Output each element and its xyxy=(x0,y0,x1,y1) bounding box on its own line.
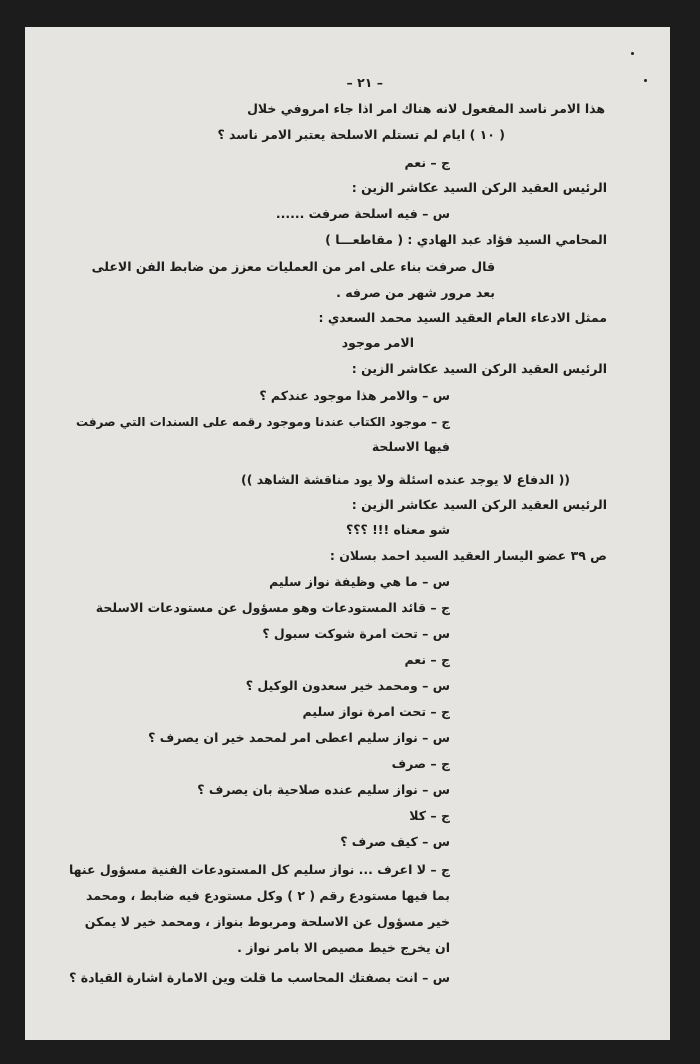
text-line: ان يخرج خيط مصيص الا بامر نواز . xyxy=(237,940,450,955)
text-line: س – نواز سليم عنده صلاحية بان يصرف ؟ xyxy=(197,782,450,797)
speaker-heading: ص ٣٩ عضو اليسار العقيد السيد احمد بسلان : xyxy=(329,548,607,563)
corner-mark xyxy=(644,79,647,82)
text-line: فيها الاسلحة xyxy=(371,439,450,454)
speaker-heading: الرئيس العقيد الركن السيد عكاشر الزين : xyxy=(351,180,607,195)
defense-note: (( الدفاع لا يوجد عنده اسئلة ولا يود مناقشة الشاهد )) xyxy=(241,472,570,487)
text-line: س – انت بصفتك المحاسب ما قلت وين الامارة اشارة القيادة ؟ xyxy=(69,970,450,985)
text-line: ج – نعم xyxy=(404,652,450,667)
text-line: بما فيها مستودع رقم ( ٢ ) وكل مستودع فيه ضابط ، ومحمد xyxy=(86,888,450,903)
text-line: ج – كلا xyxy=(409,808,450,823)
text-line: بعد مرور شهر من صرفه . xyxy=(336,285,495,300)
speaker-heading: ممثل الادعاء العام العقيد السيد محمد السعدي : xyxy=(318,310,607,325)
text-line: ج – نعم xyxy=(404,155,450,170)
corner-mark xyxy=(631,52,634,55)
text-line: خير مسؤول عن الاسلحة ومربوط بنواز ، ومحمد خير لا يمكن xyxy=(84,914,450,929)
text-line: ج – لا اعرف ... نواز سليم كل المستودعات الفنية مسؤول عنها xyxy=(68,862,450,877)
text-line: ج – تحت امرة نواز سليم xyxy=(302,704,450,719)
page-number: – ٢١ – xyxy=(346,75,383,90)
text-line: شو معناه !!! ؟؟؟ xyxy=(345,522,450,537)
text-line: س – نواز سليم اعطى امر لمحمد خير ان يصرف ؟ xyxy=(148,730,450,745)
text-line: س – والامر هذا موجود عندكم ؟ xyxy=(259,388,450,403)
speaker-heading: المحامي السيد فؤاد عبد الهادي : ( مقاطعـــا ) xyxy=(325,232,607,247)
document-page xyxy=(25,27,670,1040)
text-line: س – كيف صرف ؟ xyxy=(340,834,450,849)
text-line: هذا الامر ناسد المفعول لانه هناك امر اذا جاء امروفي خلال xyxy=(247,101,605,116)
text-line: ج – موجود الكتاب عندنا وموجود رقمه على السندات التي صرفت xyxy=(76,415,450,429)
text-line: س – فيه اسلحة صرفت ...... xyxy=(275,206,450,221)
speaker-heading: الرئيس العقيد الركن السيد عكاشر الزين : xyxy=(351,497,607,512)
speaker-heading: الرئيس العقيد الركن السيد عكاشر الزين : xyxy=(351,361,607,376)
text-line: ج – صرف xyxy=(391,756,450,771)
text-line: س – ما هي وظيفة نواز سليم xyxy=(269,574,450,589)
text-line: ( ١٠ ) ايام لم تستلم الاسلحة يعتبر الامر ناسد ؟ xyxy=(217,127,505,142)
text-line: س – تحت امرة شوكت سبول ؟ xyxy=(262,626,450,641)
text-line: قال صرفت بناء على امر من العمليات معزز من ضابط الفن الاعلى xyxy=(91,259,495,274)
text-line: ج – قائد المستودعات وهو مسؤول عن مستودعات الاسلحة xyxy=(95,600,450,615)
text-line: الامر موجود xyxy=(341,335,414,350)
text-line: س – ومحمد خير سعدون الوكيل ؟ xyxy=(245,678,450,693)
